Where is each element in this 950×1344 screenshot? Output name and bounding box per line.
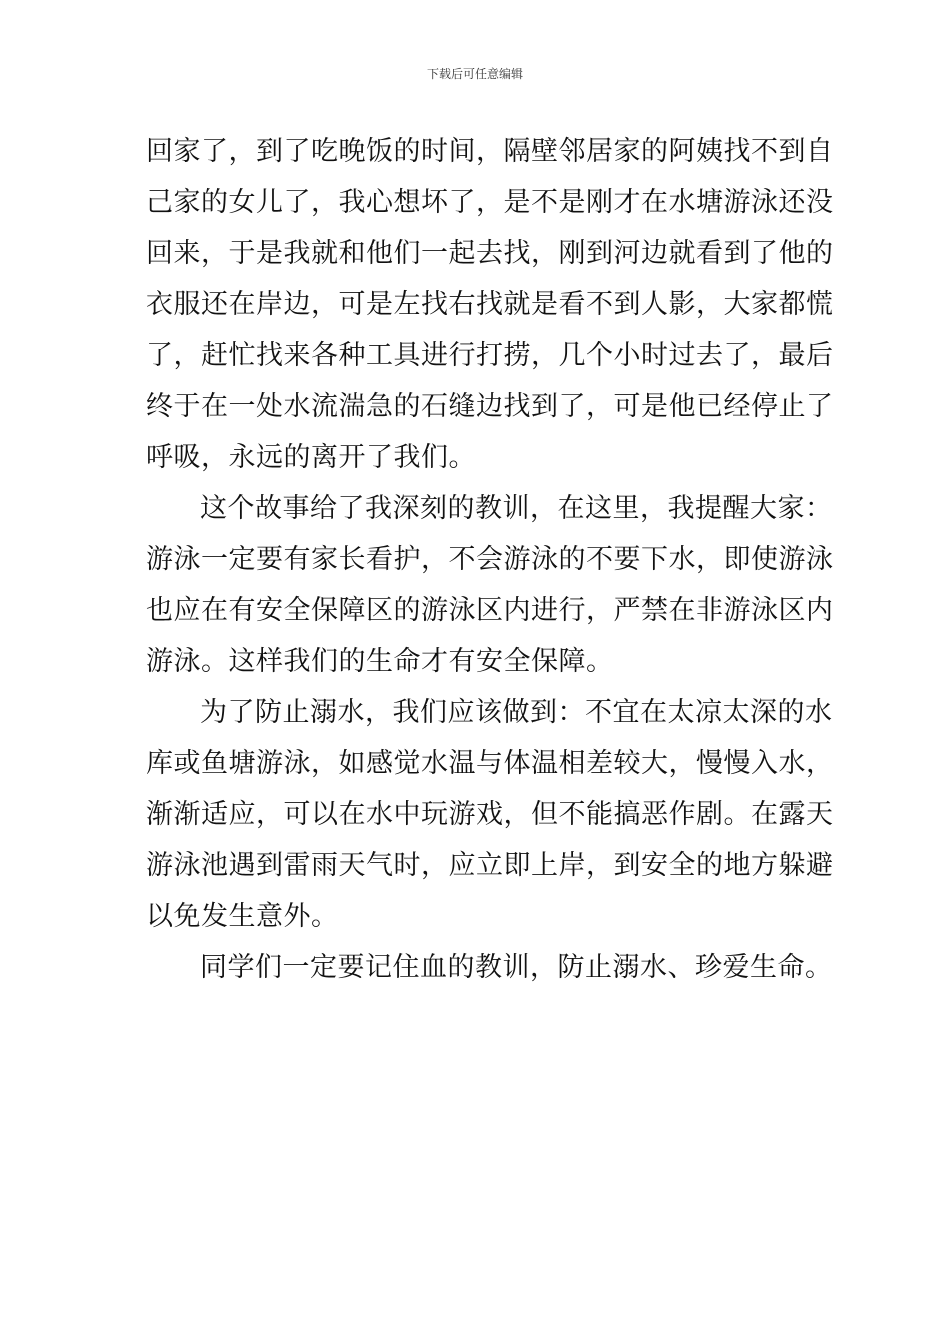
text-line: 以免发生意外。	[146, 901, 339, 932]
text-line: 游泳。这样我们的生命才有安全保障。	[146, 646, 614, 677]
paragraph-2	[146, 483, 834, 687]
document-body	[146, 126, 834, 993]
text-line: 这个故事给了我深刻的教训，在这里，我提醒大家：	[200, 493, 833, 524]
text-line: 为了防止溺水，我们应该做到：不宜在太凉太深的水	[200, 697, 833, 728]
text-line: 终于在一处水流湍急的石缝边找到了，可是他已经停止了	[146, 391, 834, 422]
paragraph-1	[146, 126, 834, 483]
text-line: 回来，于是我就和他们一起去找，刚到河边就看到了他的	[146, 238, 834, 269]
text-line: 库或鱼塘游泳，如感觉水温与体温相差较大，慢慢入水，	[146, 748, 834, 779]
text-line: 呼吸，永远的离开了我们。	[146, 442, 476, 473]
paragraph-4	[146, 942, 833, 993]
paragraph-3	[146, 687, 834, 942]
text-line: 衣服还在岸边，可是左找右找就是看不到人影，大家都慌	[146, 289, 834, 320]
header-note: 下载后可任意编辑	[426, 67, 523, 81]
text-line: 游泳池遇到雷雨天气时，应立即上岸，到安全的地方躲避	[146, 850, 834, 881]
text-line: 己家的女儿了，我心想坏了，是不是刚才在水塘游泳还没	[146, 187, 834, 218]
text-line: 也应在有安全保障区的游泳区内进行，严禁在非游泳区内	[146, 595, 834, 626]
text-line: 同学们一定要记住血的教训，防止溺水、珍爱生命。	[200, 952, 833, 983]
text-line: 游泳一定要有家长看护，不会游泳的不要下水，即使游泳	[146, 544, 834, 575]
text-line: 了，赶忙找来各种工具进行打捞，几个小时过去了，最后	[146, 340, 834, 371]
text-line: 渐渐适应，可以在水中玩游戏，但不能搞恶作剧。在露天	[146, 799, 834, 830]
text-line: 回家了，到了吃晚饭的时间，隔壁邻居家的阿姨找不到自	[146, 136, 834, 167]
